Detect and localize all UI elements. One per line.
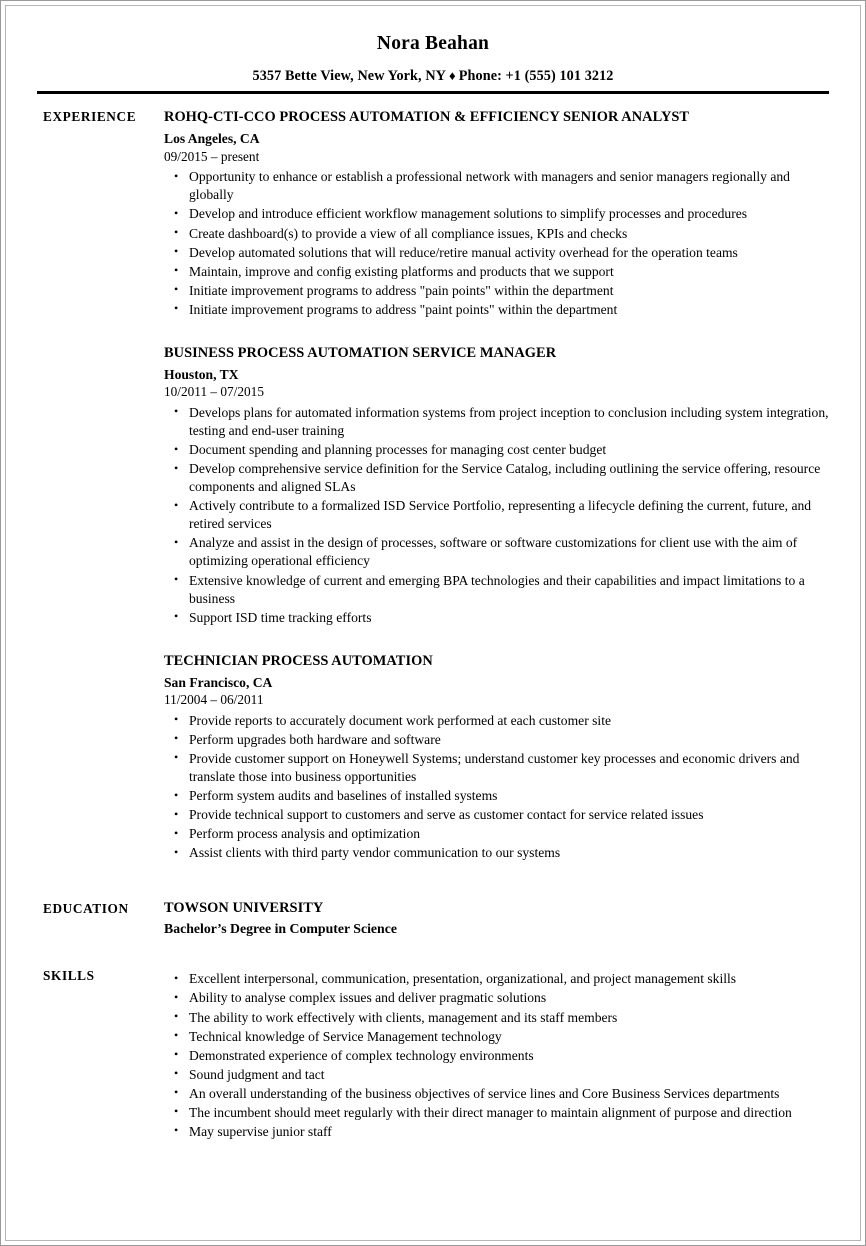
list-item: • Ability to analyse complex issues and deliver pragmatic solutions — [164, 989, 832, 1007]
candidate-address: 5357 Bette View, New York, NY — [252, 68, 447, 85]
list-item: • Perform process analysis and optimization — [164, 825, 832, 843]
list-item: • Initiate improvement programs to address "paint points" within the department — [164, 301, 832, 319]
list-item: • The incumbent should meet regularly with their direct manager to maintain alignment of purpose and direction — [164, 1104, 832, 1122]
education-entries — [162, 900, 832, 937]
header-divider — [37, 91, 829, 94]
skills-bullet-list — [164, 970, 832, 1141]
list-item: • The ability to work effectively with clients, management and its staff members — [164, 1009, 832, 1027]
section-education — [34, 900, 832, 937]
list-item: • Technical knowledge of Service Management technology — [164, 1028, 832, 1046]
job-title: TECHNICIAN PROCESS AUTOMATION — [164, 652, 433, 669]
page-inner-frame — [5, 5, 861, 1241]
job-entry — [164, 108, 832, 319]
list-item: • Sound judgment and tact — [164, 1066, 832, 1084]
skills-entries — [162, 967, 832, 1141]
job-entry — [164, 344, 832, 627]
candidate-phone: Phone: +1 (555) 101 3212 — [458, 68, 614, 85]
list-item: • Provide customer support on Honeywell Systems; understand customer key processes and economic drivers and translate those into business opportunities — [164, 750, 832, 786]
resume-content — [6, 6, 860, 1240]
list-item: • Actively contribute to a formalized ISD Service Portfolio, representing a lifecycle defining the current, future, and retired services — [164, 497, 832, 533]
job-location: Los Angeles, CA — [164, 131, 260, 147]
candidate-name: Nora Beahan — [376, 33, 490, 54]
list-item: • An overall understanding of the business objectives of service lines and Core Business Services departments — [164, 1085, 832, 1103]
list-item: • Provide technical support to customers and serve as customer contact for service related issues — [164, 806, 832, 824]
education-school: TOWSON UNIVERSITY — [164, 900, 324, 917]
list-item: • Document spending and planning processes for managing cost center budget — [164, 441, 832, 459]
section-experience — [34, 108, 832, 862]
list-item: • Develop comprehensive service definition for the Service Catalog, including outlining the service offering, resource components and aligned SLAs — [164, 460, 832, 496]
list-item: • Develop and introduce efficient workflow management solutions to simplify processes and procedures — [164, 205, 832, 223]
job-location: Houston, TX — [164, 366, 239, 382]
list-item: • Support ISD time tracking efforts — [164, 609, 832, 627]
list-item: • Assist clients with third party vendor communication to our systems — [164, 844, 832, 862]
job-dates: 11/2004 – 06/2011 — [164, 692, 264, 708]
section-skills — [34, 967, 832, 1141]
list-item: • Excellent interpersonal, communication, presentation, organizational, and project management skills — [164, 970, 832, 988]
list-item: • Extensive knowledge of current and emerging BPA technologies and their capabilities and impact limitations to a business — [164, 572, 832, 608]
education-degree: Bachelor’s Degree in Computer Science — [164, 921, 397, 937]
job-location: San Francisco, CA — [164, 674, 273, 690]
list-item: • Maintain, improve and config existing platforms and products that we support — [164, 263, 832, 281]
experience-entries — [162, 108, 832, 862]
job-title: ROHQ-CTI-CCO PROCESS AUTOMATION & EFFICIENCY SENIOR ANALYST — [164, 109, 690, 126]
list-item: • Opportunity to enhance or establish a professional network with managers and senior managers regionally and globally — [164, 168, 832, 204]
list-item: • Develop automated solutions that will reduce/retire manual activity overhead for the operation teams — [164, 244, 832, 262]
job-title: BUSINESS PROCESS AUTOMATION SERVICE MANAGER — [164, 344, 557, 361]
job-entry — [164, 652, 832, 863]
section-label-skills: SKILLS — [43, 968, 95, 984]
job-bullet-list — [164, 712, 832, 863]
list-item: • Demonstrated experience of complex technology environments — [164, 1047, 832, 1065]
list-item: • May supervise junior staff — [164, 1123, 832, 1141]
contact-line — [34, 68, 832, 85]
resume-header — [34, 32, 832, 94]
job-dates: 09/2015 – present — [164, 148, 260, 164]
list-item: • Develops plans for automated information systems from project inception to conclusion including system integration, testing and end-user training — [164, 404, 832, 440]
list-item: • Provide reports to accurately document work performed at each customer site — [164, 712, 832, 730]
list-item: • Initiate improvement programs to address "pain points" within the department — [164, 282, 832, 300]
job-bullet-list — [164, 168, 832, 319]
job-bullet-list — [164, 404, 832, 627]
list-item: • Perform system audits and baselines of installed systems — [164, 787, 832, 805]
resume-body — [34, 108, 832, 1141]
section-label-education: EDUCATION — [43, 901, 129, 917]
diamond-separator-icon: ♦ — [449, 68, 456, 84]
section-label-experience: EXPERIENCE — [43, 109, 137, 125]
list-item: • Perform upgrades both hardware and software — [164, 731, 832, 749]
list-item: • Analyze and assist in the design of processes, software or software customizations for client use with the aim of optimizing operational efficiency — [164, 534, 832, 570]
job-dates: 10/2011 – 07/2015 — [164, 384, 264, 400]
list-item: • Create dashboard(s) to provide a view of all compliance issues, KPIs and checks — [164, 225, 832, 243]
